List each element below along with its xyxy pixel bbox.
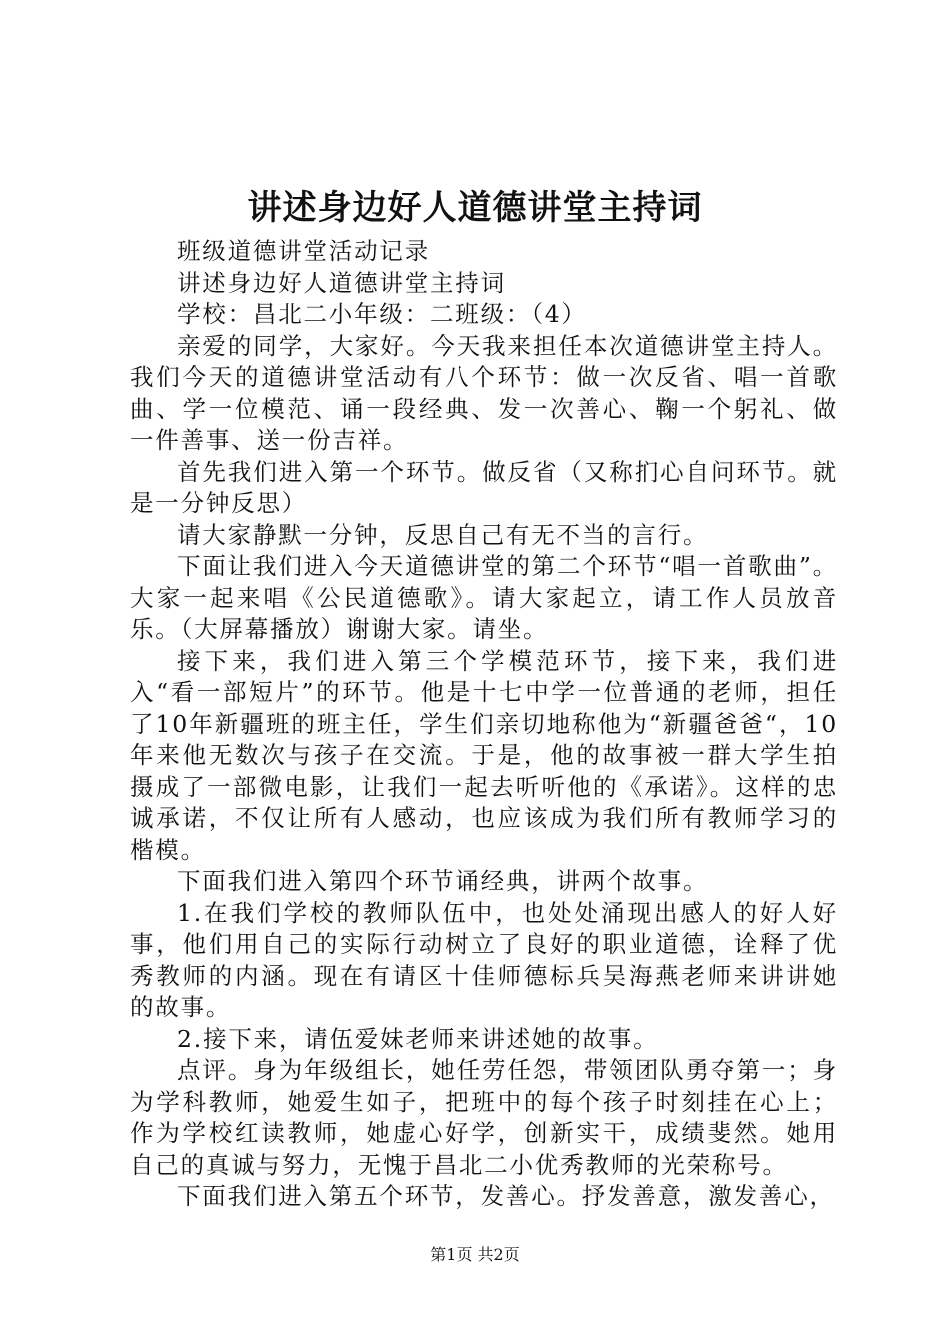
paragraph-subtitle: 讲述身边好人道德讲堂主持词 — [177, 268, 506, 297]
paragraph-school-info: 学校：昌北二小年级：二班级：（4） — [177, 300, 587, 328]
page-number: 第1页 共2页 — [430, 1245, 520, 1264]
paragraph-segment-one: 首先我们进入第一个环节。做反省（又称扪心自问环节。就是一分钟反思） — [130, 457, 838, 517]
document-title: 讲述身边好人道德讲堂主持词 — [247, 188, 703, 228]
paragraph-segment-four: 下面我们进入第四个环节诵经典，讲两个故事。 — [177, 867, 709, 895]
paragraph-segment-five: 下面我们进入第五个环节，发善心。抒发善意，激发善心， — [177, 1182, 835, 1210]
paragraph-story-two: 2.接下来，请伍爱妹老师来讲述她的故事。 — [177, 1024, 659, 1053]
paragraph-greeting: 亲爱的同学，大家好。今天我来担任本次道德讲堂主持人。我们今天的道德讲堂活动有八个环节：做一次反省、唱一首歌曲、学一位模范、诵一段经典、发一次善心、鞠一个躬礼、做一件善事、送一份吉祥。 — [130, 331, 838, 454]
paragraph-segment-two: 下面让我们进入今天道德讲堂的第二个环节“唱一首歌曲”。大家一起来唱《公民道德歌》。请大家起立，请工作人员放音乐。（大屏幕播放）谢谢大家。请坐。 — [130, 552, 838, 643]
paragraph-record-heading: 班级道德讲堂活动记录 — [177, 237, 430, 265]
document-body — [130, 236, 838, 1213]
paragraph-story-one: 1.在我们学校的教师队伍中，也处处涌现出感人的好人好事，他们用自己的实际行动树立了良好的职业道德，诠释了优秀教师的内涵。现在有请区十佳师德标兵吴海燕老师来讲讲她的故事。 — [130, 898, 838, 1021]
paragraph-comment: 点评。身为年级组长，她任劳任怨，带领团队勇夺第一；身为学科教师，她爱生如子，把班中的每个孩子时刻挂在心上；作为学校红读教师，她虚心好学，创新实干，成绩斐然。她用自己的真诚与努力，无愧于昌北二小优秀教师的光荣称号。 — [130, 1056, 838, 1179]
paragraph-segment-three: 接下来，我们进入第三个学模范环节，接下来，我们进入“看一部短片”的环节。他是十七中学一位普通的老师，担任了10年新疆班的班主任，学生们亲切地称他为“新疆爸爸“，10年来他无数次与孩子在交流。于是，他的故事被一群大学生拍摄成了一部微电影，让我们一起去听听他的《承诺》。这样的忠诚承诺，不仅让所有人感动，也应该成为我们所有教师学习的楷模。 — [130, 646, 838, 864]
paragraph-silence: 请大家静默一分钟，反思自己有无不当的言行。 — [177, 520, 709, 549]
